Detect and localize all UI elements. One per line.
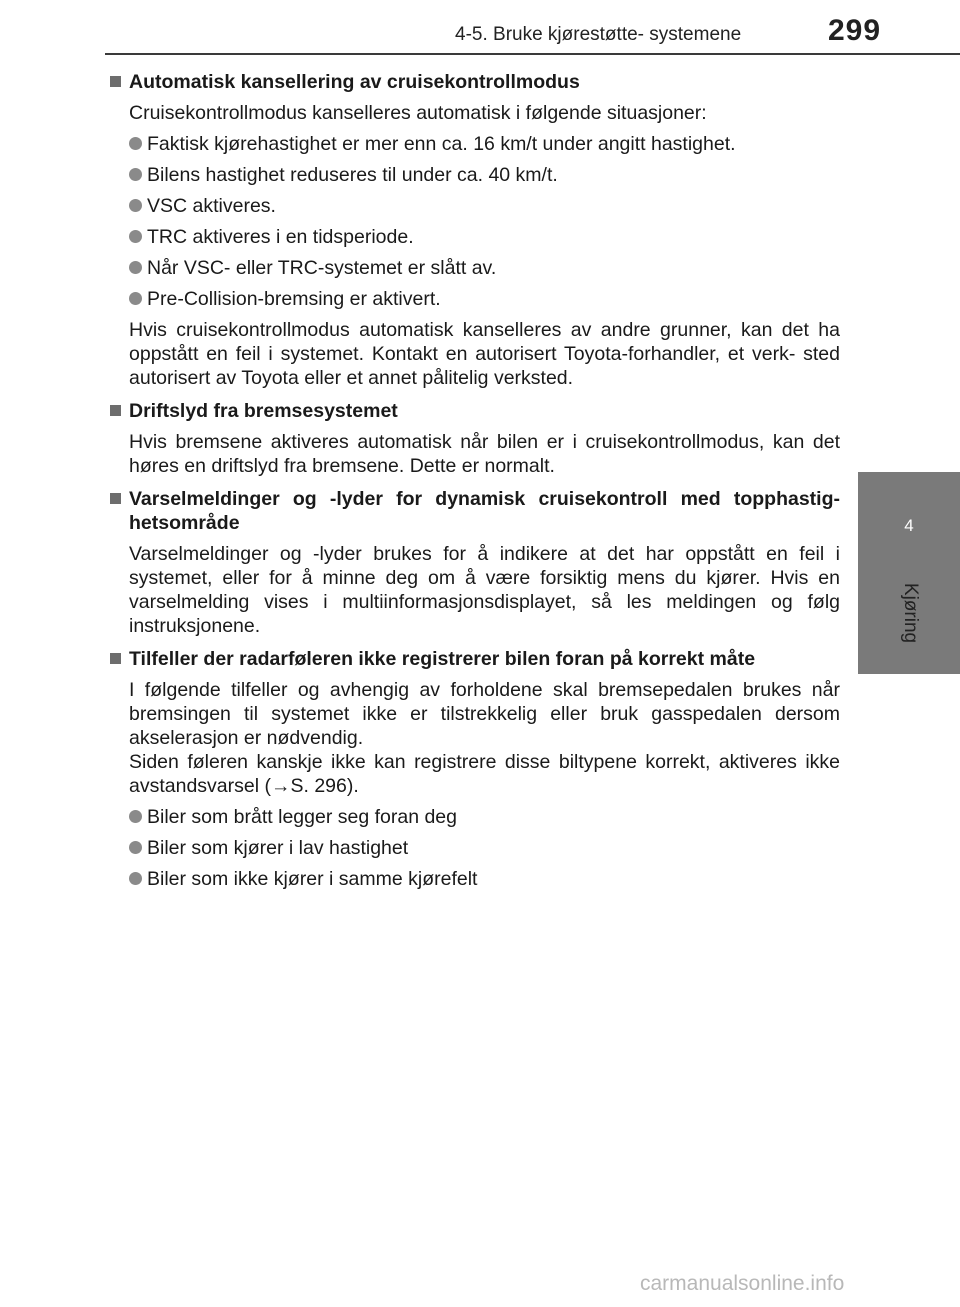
page-number: 299 — [828, 14, 882, 47]
list-item: Faktisk kjørehastighet er mer enn ca. 16 km/t under angitt hastighet. — [129, 132, 840, 156]
section-heading: Varselmeldinger og -lyder for dynamisk cruisekontroll med topphastig- hetsområde — [110, 487, 840, 535]
list-item: Biler som kjører i lav hastighet — [129, 836, 840, 860]
page-header — [0, 0, 960, 60]
header-rule — [105, 53, 960, 55]
chapter-number: 4 — [904, 516, 914, 535]
list-item: Biler som brått legger seg foran deg — [129, 805, 840, 829]
round-bullet-icon — [129, 292, 142, 305]
chapter-label — [895, 578, 925, 648]
square-bullet-icon — [110, 76, 121, 87]
round-bullet-icon — [129, 261, 142, 274]
page-content — [110, 70, 840, 891]
paragraph: Hvis cruisekontrollmodus automatisk kanselleres av andre grunner, kan det ha oppstått en feil i systemet. Kontakt en autorisert Toyota-forhandler, et verk- sted autorisert av Toyota eller et annet pålitelig verksted. — [129, 319, 840, 389]
round-bullet-icon — [129, 841, 142, 854]
paragraph-line: I følgende tilfeller og avhengig av forholdene skal bremsepedalen brukes når bremsingen til systemet ikke er tilstrekkelig eller bruk gasspedalen dersom akselerasjon er nødvendig. — [129, 679, 840, 749]
paragraph: Cruisekontrollmodus kanselleres automatisk i følgende situasjoner: — [129, 102, 707, 124]
square-bullet-icon — [110, 493, 121, 504]
round-bullet-icon — [129, 230, 142, 243]
round-bullet-icon — [129, 137, 142, 150]
list-item: VSC aktiveres. — [129, 194, 840, 218]
square-bullet-icon — [110, 653, 121, 664]
paragraph: Varselmeldinger og -lyder brukes for å indikere at det har oppstått en feil i systemet, eller for å minne deg om å være forsiktig mens du kjører. Hvis en varselmelding vises i multiinformasjonsdisplayet, så les meldingen og følg instruksjonene. — [129, 543, 840, 637]
round-bullet-icon — [129, 872, 142, 885]
paragraph — [129, 678, 840, 798]
section-heading: Tilfeller der radarføleren ikke registrerer bilen foran på korrekt måte — [110, 647, 840, 671]
list-item: Pre-Collision-bremsing er aktivert. — [129, 287, 840, 311]
round-bullet-icon — [129, 199, 142, 212]
list-item: Biler som ikke kjører i samme kjørefelt — [129, 867, 840, 891]
section-heading: Automatisk kansellering av cruisekontrollmodus — [110, 70, 840, 94]
paragraph: Hvis bremsene aktiveres automatisk når bilen er i cruisekontrollmodus, kan det høres en driftslyd fra bremsene. Dette er normalt. — [129, 431, 840, 477]
list-item: Når VSC- eller TRC-systemet er slått av. — [129, 256, 840, 280]
chapter-label-text: Kjøring — [900, 582, 921, 644]
round-bullet-icon — [129, 168, 142, 181]
watermark: carmanualsonline.info — [640, 1272, 845, 1295]
list-item: Bilens hastighet reduseres til under ca. 40 km/t. — [129, 163, 840, 187]
round-bullet-icon — [129, 810, 142, 823]
section-title: 4-5. Bruke kjørestøtte- systemene — [455, 24, 742, 45]
square-bullet-icon — [110, 405, 121, 416]
list-item: TRC aktiveres i en tidsperiode. — [129, 225, 840, 249]
paragraph-line: Siden føleren kanskje ikke kan registrere disse biltypene korrekt, aktiveres ikke avstandsvarsel (→S. 296). — [129, 751, 840, 797]
section-heading: Driftslyd fra bremsesystemet — [110, 399, 840, 423]
